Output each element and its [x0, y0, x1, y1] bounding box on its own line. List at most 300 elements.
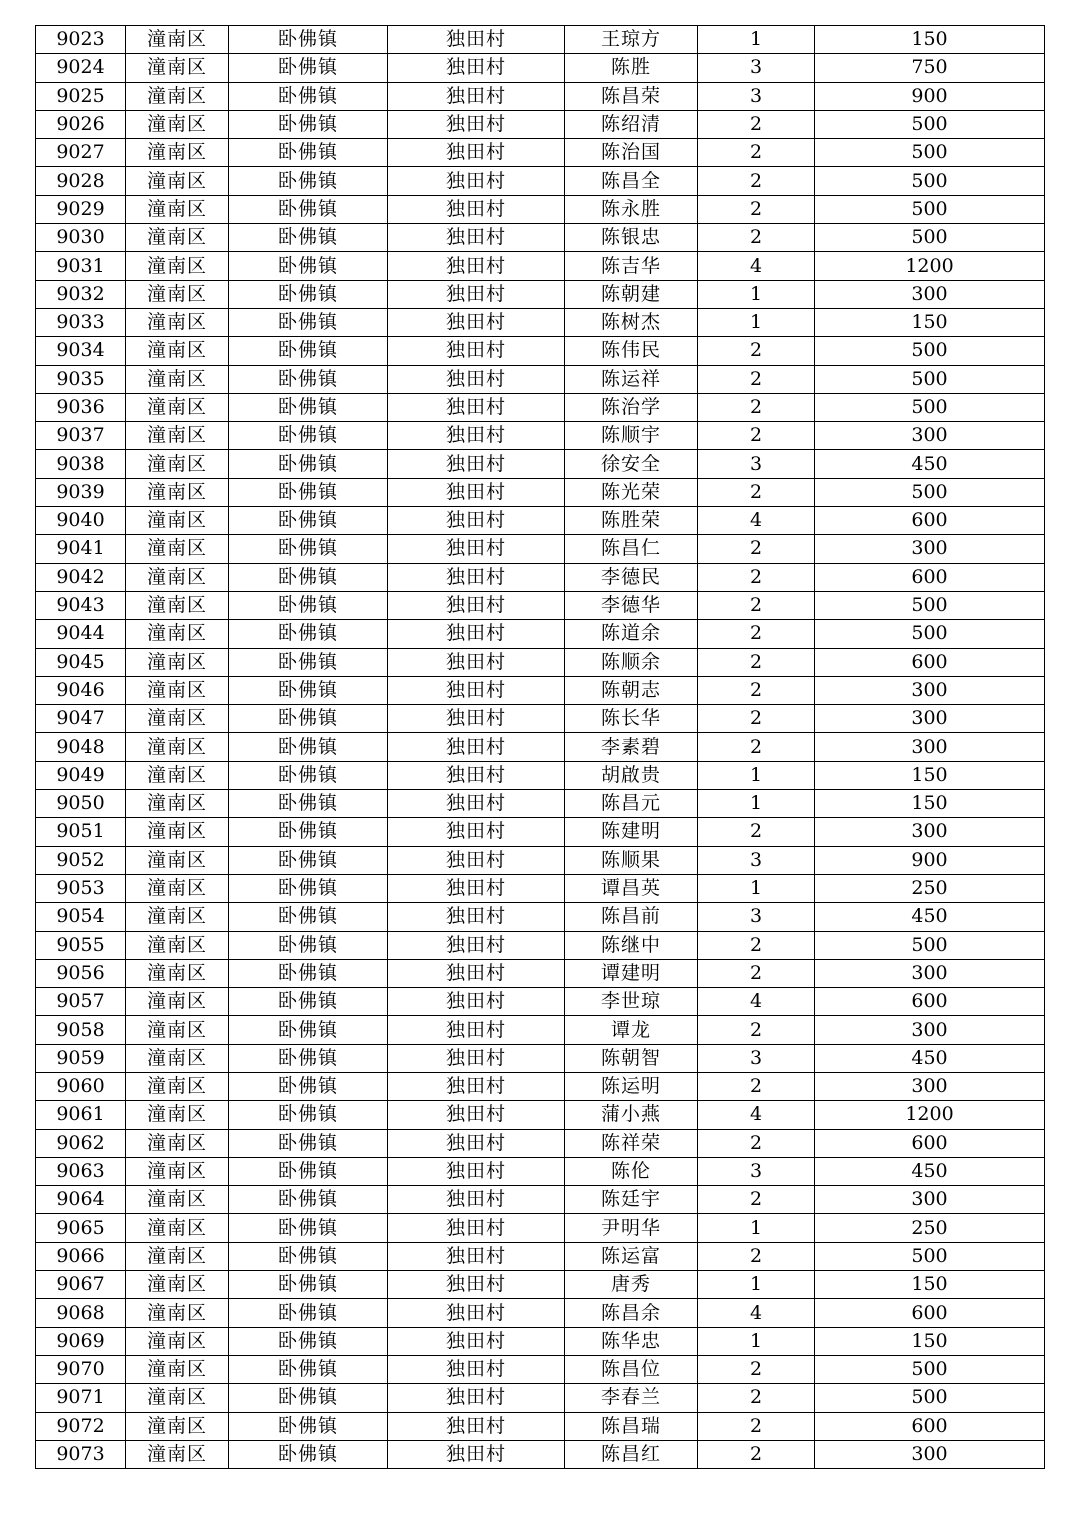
name-cell: 尹明华	[565, 1214, 698, 1242]
town-cell: 卧佛镇	[229, 1186, 388, 1214]
town-cell: 卧佛镇	[229, 393, 388, 421]
village-cell: 独田村	[388, 1186, 565, 1214]
table-row	[36, 139, 1045, 167]
row-number-cell: 9066	[36, 1242, 126, 1270]
district-cell: 潼南区	[126, 1384, 229, 1412]
table-row	[36, 1440, 1045, 1468]
name-cell: 陈朝智	[565, 1044, 698, 1072]
row-number-cell: 9032	[36, 280, 126, 308]
amount-cell: 500	[815, 478, 1045, 506]
name-cell: 陈长华	[565, 705, 698, 733]
village-cell: 独田村	[388, 1214, 565, 1242]
table-row	[36, 110, 1045, 138]
amount-cell: 600	[815, 648, 1045, 676]
name-cell: 李德民	[565, 563, 698, 591]
table-row	[36, 733, 1045, 761]
town-cell: 卧佛镇	[229, 1412, 388, 1440]
town-cell: 卧佛镇	[229, 195, 388, 223]
table-row	[36, 1242, 1045, 1270]
row-number-cell: 9031	[36, 252, 126, 280]
count-cell: 3	[698, 450, 815, 478]
town-cell: 卧佛镇	[229, 903, 388, 931]
district-cell: 潼南区	[126, 252, 229, 280]
village-cell: 独田村	[388, 1384, 565, 1412]
count-cell: 1	[698, 1271, 815, 1299]
table-row	[36, 620, 1045, 648]
table-row	[36, 591, 1045, 619]
village-cell: 独田村	[388, 1271, 565, 1299]
count-cell: 2	[698, 195, 815, 223]
table-row	[36, 1129, 1045, 1157]
name-cell: 陈朝建	[565, 280, 698, 308]
district-cell: 潼南区	[126, 903, 229, 931]
row-number-cell: 9054	[36, 903, 126, 931]
name-cell: 陈银忠	[565, 224, 698, 252]
count-cell: 2	[698, 931, 815, 959]
name-cell: 王琼方	[565, 26, 698, 54]
count-cell: 2	[698, 648, 815, 676]
district-cell: 潼南区	[126, 337, 229, 365]
row-number-cell: 9036	[36, 393, 126, 421]
town-cell: 卧佛镇	[229, 988, 388, 1016]
town-cell: 卧佛镇	[229, 1327, 388, 1355]
district-cell: 潼南区	[126, 1327, 229, 1355]
district-cell: 潼南区	[126, 1186, 229, 1214]
count-cell: 1	[698, 874, 815, 902]
count-cell: 4	[698, 507, 815, 535]
table-row	[36, 1384, 1045, 1412]
town-cell: 卧佛镇	[229, 1129, 388, 1157]
row-number-cell: 9058	[36, 1016, 126, 1044]
district-cell: 潼南区	[126, 110, 229, 138]
amount-cell: 500	[815, 139, 1045, 167]
row-number-cell: 9051	[36, 818, 126, 846]
table-row	[36, 26, 1045, 54]
name-cell: 陈光荣	[565, 478, 698, 506]
district-cell: 潼南区	[126, 959, 229, 987]
village-cell: 独田村	[388, 1129, 565, 1157]
town-cell: 卧佛镇	[229, 1214, 388, 1242]
town-cell: 卧佛镇	[229, 818, 388, 846]
table-row	[36, 1355, 1045, 1383]
village-cell: 独田村	[388, 1327, 565, 1355]
town-cell: 卧佛镇	[229, 1044, 388, 1072]
row-number-cell: 9046	[36, 676, 126, 704]
district-cell: 潼南区	[126, 1271, 229, 1299]
town-cell: 卧佛镇	[229, 1157, 388, 1185]
village-cell: 独田村	[388, 252, 565, 280]
amount-cell: 150	[815, 308, 1045, 336]
district-cell: 潼南区	[126, 1016, 229, 1044]
amount-cell: 300	[815, 733, 1045, 761]
town-cell: 卧佛镇	[229, 591, 388, 619]
name-cell: 李世琼	[565, 988, 698, 1016]
table-row	[36, 1327, 1045, 1355]
count-cell: 2	[698, 959, 815, 987]
amount-cell: 600	[815, 507, 1045, 535]
amount-cell: 600	[815, 1412, 1045, 1440]
table-row	[36, 1157, 1045, 1185]
town-cell: 卧佛镇	[229, 252, 388, 280]
village-cell: 独田村	[388, 931, 565, 959]
amount-cell: 300	[815, 818, 1045, 846]
name-cell: 陈树杰	[565, 308, 698, 336]
count-cell: 2	[698, 224, 815, 252]
name-cell: 陈顺果	[565, 846, 698, 874]
count-cell: 2	[698, 422, 815, 450]
village-cell: 独田村	[388, 422, 565, 450]
name-cell: 陈运祥	[565, 365, 698, 393]
table-row	[36, 1101, 1045, 1129]
name-cell: 陈顺宇	[565, 422, 698, 450]
row-number-cell: 9035	[36, 365, 126, 393]
district-cell: 潼南区	[126, 82, 229, 110]
amount-cell: 300	[815, 422, 1045, 450]
amount-cell: 150	[815, 790, 1045, 818]
amount-cell: 900	[815, 846, 1045, 874]
amount-cell: 150	[815, 1271, 1045, 1299]
table-row	[36, 1214, 1045, 1242]
row-number-cell: 9061	[36, 1101, 126, 1129]
amount-cell: 500	[815, 1242, 1045, 1270]
count-cell: 2	[698, 1355, 815, 1383]
count-cell: 3	[698, 846, 815, 874]
table-row	[36, 903, 1045, 931]
district-cell: 潼南区	[126, 988, 229, 1016]
name-cell: 陈昌前	[565, 903, 698, 931]
count-cell: 2	[698, 705, 815, 733]
district-cell: 潼南区	[126, 1440, 229, 1468]
table-row	[36, 280, 1045, 308]
village-cell: 独田村	[388, 790, 565, 818]
town-cell: 卧佛镇	[229, 82, 388, 110]
row-number-cell: 9069	[36, 1327, 126, 1355]
district-cell: 潼南区	[126, 591, 229, 619]
amount-cell: 500	[815, 620, 1045, 648]
name-cell: 陈昌元	[565, 790, 698, 818]
amount-cell: 300	[815, 1186, 1045, 1214]
table-row	[36, 676, 1045, 704]
count-cell: 2	[698, 1072, 815, 1100]
town-cell: 卧佛镇	[229, 1271, 388, 1299]
amount-cell: 600	[815, 1129, 1045, 1157]
district-cell: 潼南区	[126, 874, 229, 902]
amount-cell: 450	[815, 450, 1045, 478]
row-number-cell: 9049	[36, 761, 126, 789]
district-cell: 潼南区	[126, 478, 229, 506]
count-cell: 1	[698, 1327, 815, 1355]
name-cell: 胡啟贵	[565, 761, 698, 789]
district-cell: 潼南区	[126, 26, 229, 54]
name-cell: 徐安全	[565, 450, 698, 478]
table-row	[36, 252, 1045, 280]
village-cell: 独田村	[388, 620, 565, 648]
row-number-cell: 9056	[36, 959, 126, 987]
name-cell: 陈昌荣	[565, 82, 698, 110]
table-row	[36, 308, 1045, 336]
village-cell: 独田村	[388, 195, 565, 223]
name-cell: 陈永胜	[565, 195, 698, 223]
amount-cell: 450	[815, 1157, 1045, 1185]
count-cell: 2	[698, 139, 815, 167]
name-cell: 陈朝志	[565, 676, 698, 704]
name-cell: 唐秀	[565, 1271, 698, 1299]
village-cell: 独田村	[388, 393, 565, 421]
village-cell: 独田村	[388, 478, 565, 506]
count-cell: 1	[698, 761, 815, 789]
row-number-cell: 9064	[36, 1186, 126, 1214]
amount-cell: 600	[815, 988, 1045, 1016]
table-row	[36, 563, 1045, 591]
row-number-cell: 9059	[36, 1044, 126, 1072]
count-cell: 1	[698, 1214, 815, 1242]
amount-cell: 300	[815, 676, 1045, 704]
town-cell: 卧佛镇	[229, 535, 388, 563]
count-cell: 2	[698, 620, 815, 648]
village-cell: 独田村	[388, 846, 565, 874]
district-cell: 潼南区	[126, 54, 229, 82]
count-cell: 2	[698, 478, 815, 506]
village-cell: 独田村	[388, 1299, 565, 1327]
district-cell: 潼南区	[126, 507, 229, 535]
village-cell: 独田村	[388, 1101, 565, 1129]
town-cell: 卧佛镇	[229, 507, 388, 535]
table-row	[36, 478, 1045, 506]
village-cell: 独田村	[388, 648, 565, 676]
table-row	[36, 507, 1045, 535]
district-cell: 潼南区	[126, 761, 229, 789]
row-number-cell: 9063	[36, 1157, 126, 1185]
village-cell: 独田村	[388, 1044, 565, 1072]
name-cell: 陈运明	[565, 1072, 698, 1100]
village-cell: 独田村	[388, 705, 565, 733]
amount-cell: 500	[815, 1384, 1045, 1412]
table-row	[36, 648, 1045, 676]
town-cell: 卧佛镇	[229, 1242, 388, 1270]
village-cell: 独田村	[388, 167, 565, 195]
table-row	[36, 1299, 1045, 1327]
name-cell: 陈昌全	[565, 167, 698, 195]
name-cell: 陈祥荣	[565, 1129, 698, 1157]
row-number-cell: 9023	[36, 26, 126, 54]
table-row	[36, 365, 1045, 393]
row-number-cell: 9039	[36, 478, 126, 506]
amount-cell: 300	[815, 280, 1045, 308]
count-cell: 3	[698, 1044, 815, 1072]
district-cell: 潼南区	[126, 676, 229, 704]
table-row	[36, 82, 1045, 110]
count-cell: 2	[698, 337, 815, 365]
district-cell: 潼南区	[126, 818, 229, 846]
row-number-cell: 9073	[36, 1440, 126, 1468]
count-cell: 4	[698, 1101, 815, 1129]
amount-cell: 500	[815, 393, 1045, 421]
district-cell: 潼南区	[126, 1355, 229, 1383]
row-number-cell: 9044	[36, 620, 126, 648]
town-cell: 卧佛镇	[229, 761, 388, 789]
count-cell: 2	[698, 676, 815, 704]
amount-cell: 500	[815, 167, 1045, 195]
district-cell: 潼南区	[126, 1157, 229, 1185]
town-cell: 卧佛镇	[229, 931, 388, 959]
table-row	[36, 1412, 1045, 1440]
name-cell: 陈绍清	[565, 110, 698, 138]
row-number-cell: 9043	[36, 591, 126, 619]
row-number-cell: 9040	[36, 507, 126, 535]
district-cell: 潼南区	[126, 195, 229, 223]
table-row	[36, 959, 1045, 987]
district-cell: 潼南区	[126, 1412, 229, 1440]
count-cell: 4	[698, 988, 815, 1016]
amount-cell: 500	[815, 195, 1045, 223]
district-cell: 潼南区	[126, 308, 229, 336]
village-cell: 独田村	[388, 903, 565, 931]
amount-cell: 600	[815, 563, 1045, 591]
row-number-cell: 9027	[36, 139, 126, 167]
village-cell: 独田村	[388, 818, 565, 846]
table-row	[36, 337, 1045, 365]
district-cell: 潼南区	[126, 1101, 229, 1129]
table-body	[36, 26, 1045, 1469]
count-cell: 2	[698, 733, 815, 761]
row-number-cell: 9041	[36, 535, 126, 563]
amount-cell: 150	[815, 1327, 1045, 1355]
town-cell: 卧佛镇	[229, 959, 388, 987]
village-cell: 独田村	[388, 1016, 565, 1044]
row-number-cell: 9055	[36, 931, 126, 959]
district-cell: 潼南区	[126, 450, 229, 478]
count-cell: 1	[698, 790, 815, 818]
row-number-cell: 9033	[36, 308, 126, 336]
table-row	[36, 988, 1045, 1016]
town-cell: 卧佛镇	[229, 1101, 388, 1129]
town-cell: 卧佛镇	[229, 365, 388, 393]
table-row	[36, 224, 1045, 252]
count-cell: 1	[698, 308, 815, 336]
town-cell: 卧佛镇	[229, 1072, 388, 1100]
count-cell: 3	[698, 54, 815, 82]
village-cell: 独田村	[388, 535, 565, 563]
name-cell: 陈顺余	[565, 648, 698, 676]
village-cell: 独田村	[388, 450, 565, 478]
name-cell: 陈廷宇	[565, 1186, 698, 1214]
village-cell: 独田村	[388, 563, 565, 591]
district-cell: 潼南区	[126, 733, 229, 761]
count-cell: 2	[698, 818, 815, 846]
table-row	[36, 450, 1045, 478]
amount-cell: 900	[815, 82, 1045, 110]
village-cell: 独田村	[388, 110, 565, 138]
village-cell: 独田村	[388, 365, 565, 393]
amount-cell: 250	[815, 1214, 1045, 1242]
district-cell: 潼南区	[126, 365, 229, 393]
district-cell: 潼南区	[126, 705, 229, 733]
table-row	[36, 393, 1045, 421]
town-cell: 卧佛镇	[229, 26, 388, 54]
count-cell: 2	[698, 563, 815, 591]
amount-cell: 500	[815, 591, 1045, 619]
count-cell: 2	[698, 1242, 815, 1270]
village-cell: 独田村	[388, 733, 565, 761]
table-row	[36, 761, 1045, 789]
name-cell: 蒲小燕	[565, 1101, 698, 1129]
table-row	[36, 167, 1045, 195]
name-cell: 陈伟民	[565, 337, 698, 365]
town-cell: 卧佛镇	[229, 1355, 388, 1383]
name-cell: 谭建明	[565, 959, 698, 987]
name-cell: 陈昌位	[565, 1355, 698, 1383]
row-number-cell: 9029	[36, 195, 126, 223]
table-row	[36, 422, 1045, 450]
village-cell: 独田村	[388, 676, 565, 704]
village-cell: 独田村	[388, 224, 565, 252]
name-cell: 陈伦	[565, 1157, 698, 1185]
row-number-cell: 9030	[36, 224, 126, 252]
count-cell: 2	[698, 110, 815, 138]
table-row	[36, 1271, 1045, 1299]
table-row	[36, 705, 1045, 733]
count-cell: 2	[698, 1412, 815, 1440]
town-cell: 卧佛镇	[229, 110, 388, 138]
table-row	[36, 54, 1045, 82]
amount-cell: 300	[815, 1440, 1045, 1468]
amount-cell: 500	[815, 1355, 1045, 1383]
town-cell: 卧佛镇	[229, 308, 388, 336]
town-cell: 卧佛镇	[229, 54, 388, 82]
village-cell: 独田村	[388, 54, 565, 82]
name-cell: 陈道余	[565, 620, 698, 648]
table-row	[36, 1016, 1045, 1044]
amount-cell: 450	[815, 903, 1045, 931]
town-cell: 卧佛镇	[229, 676, 388, 704]
name-cell: 李素碧	[565, 733, 698, 761]
table-row	[36, 1044, 1045, 1072]
name-cell: 谭龙	[565, 1016, 698, 1044]
district-cell: 潼南区	[126, 1129, 229, 1157]
town-cell: 卧佛镇	[229, 337, 388, 365]
row-number-cell: 9062	[36, 1129, 126, 1157]
count-cell: 2	[698, 1384, 815, 1412]
row-number-cell: 9071	[36, 1384, 126, 1412]
town-cell: 卧佛镇	[229, 620, 388, 648]
village-cell: 独田村	[388, 26, 565, 54]
count-cell: 2	[698, 1016, 815, 1044]
name-cell: 陈治学	[565, 393, 698, 421]
row-number-cell: 9065	[36, 1214, 126, 1242]
amount-cell: 500	[815, 224, 1045, 252]
town-cell: 卧佛镇	[229, 280, 388, 308]
village-cell: 独田村	[388, 1440, 565, 1468]
row-number-cell: 9067	[36, 1271, 126, 1299]
row-number-cell: 9045	[36, 648, 126, 676]
district-cell: 潼南区	[126, 393, 229, 421]
count-cell: 1	[698, 26, 815, 54]
table-row	[36, 818, 1045, 846]
name-cell: 陈继中	[565, 931, 698, 959]
district-cell: 潼南区	[126, 620, 229, 648]
amount-cell: 1200	[815, 1101, 1045, 1129]
count-cell: 2	[698, 365, 815, 393]
village-cell: 独田村	[388, 761, 565, 789]
row-number-cell: 9025	[36, 82, 126, 110]
amount-cell: 500	[815, 337, 1045, 365]
row-number-cell: 9053	[36, 874, 126, 902]
amount-cell: 150	[815, 761, 1045, 789]
village-cell: 独田村	[388, 959, 565, 987]
count-cell: 2	[698, 1440, 815, 1468]
town-cell: 卧佛镇	[229, 648, 388, 676]
amount-cell: 500	[815, 365, 1045, 393]
